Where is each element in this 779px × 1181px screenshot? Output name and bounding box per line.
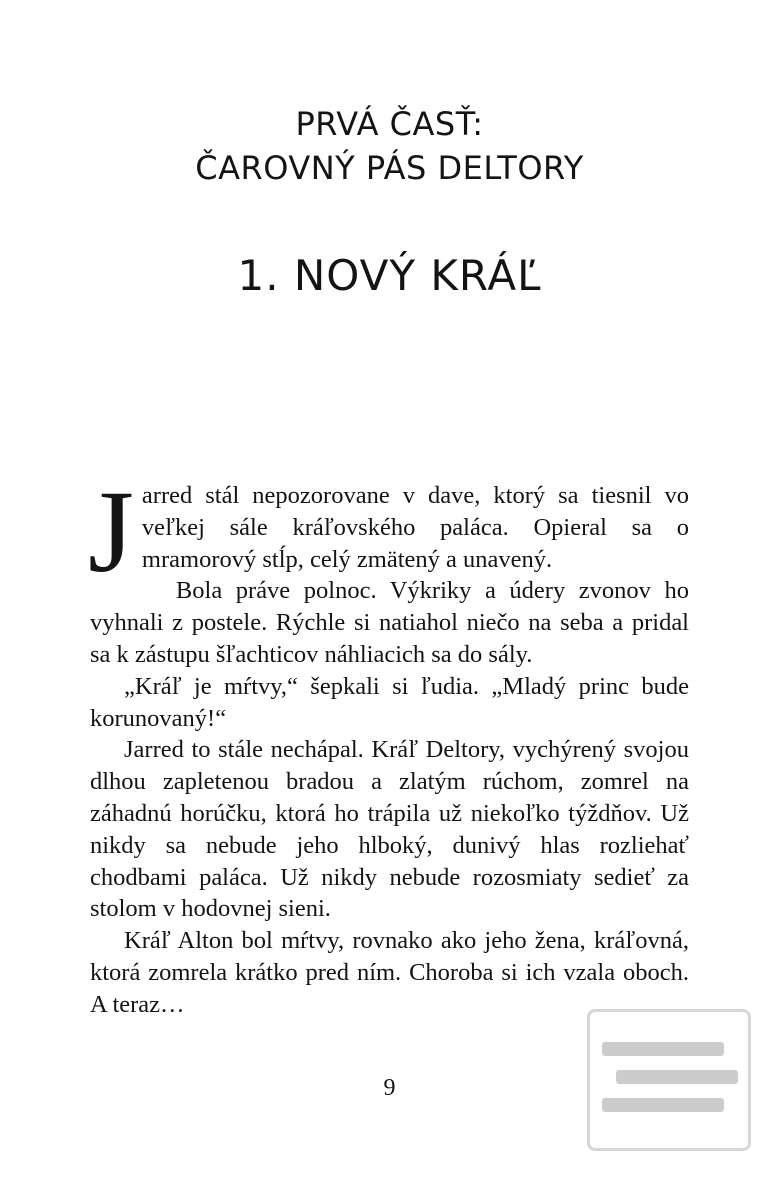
part-heading-line1: PRVÁ ČASŤ:: [295, 105, 484, 143]
paragraph-2: Bola práve polnoc. Výkriky a údery zvonov ho vyhnali z postele. Rýchle si natiahol niečo na seba a pridal sa k zástupu šľachticov náhliacich sa do sály.: [90, 577, 689, 668]
part-heading: [0, 102, 779, 190]
book-bar-1: [602, 1042, 724, 1056]
book-bar-2: [616, 1070, 738, 1084]
body-text: [88, 466, 689, 1021]
books-stack-icon: [587, 1009, 751, 1151]
page-number: 9: [383, 1075, 396, 1101]
part-heading-line2: ČAROVNÝ PÁS DELTORY: [195, 149, 584, 187]
paragraph-4: Jarred to stále nechápal. Kráľ Deltory, vychýrený svojou dlhou zapletenou bradou a zlatým rúchom, zomrel na záhadnú horúčku, ktorá ho trápila už niekoľko týždňov. Už nikdy sa nebude jeho hlboký, dunivý hlas rozliehať chodbami paláca. Už nikdy nebude rozosmiaty sedieť za stolom v hodovnej sieni.: [90, 736, 689, 923]
book-bar-3: [602, 1098, 724, 1112]
paragraph-1: arred stál nepozorovane v dave, ktorý sa tiesnil vo veľkej sále kráľovského paláca. Opieral sa o mramorový stĺp, celý zmätený a unavený.: [141, 482, 689, 573]
chapter-title: 1. NOVÝ KRÁĽ: [237, 251, 542, 300]
drop-cap: J: [88, 466, 134, 597]
paragraph-3: „Kráľ je mŕtvy,“ šepkali si ľudia. „Mladý princ bude korunovaný!“: [90, 672, 689, 732]
paragraph-5: Kráľ Alton bol mŕtvy, rovnako ako jeho žena, kráľovná, ktorá zomrela krátko pred ním. Choroba si ich vzala oboch. A teraz…: [90, 927, 689, 1018]
